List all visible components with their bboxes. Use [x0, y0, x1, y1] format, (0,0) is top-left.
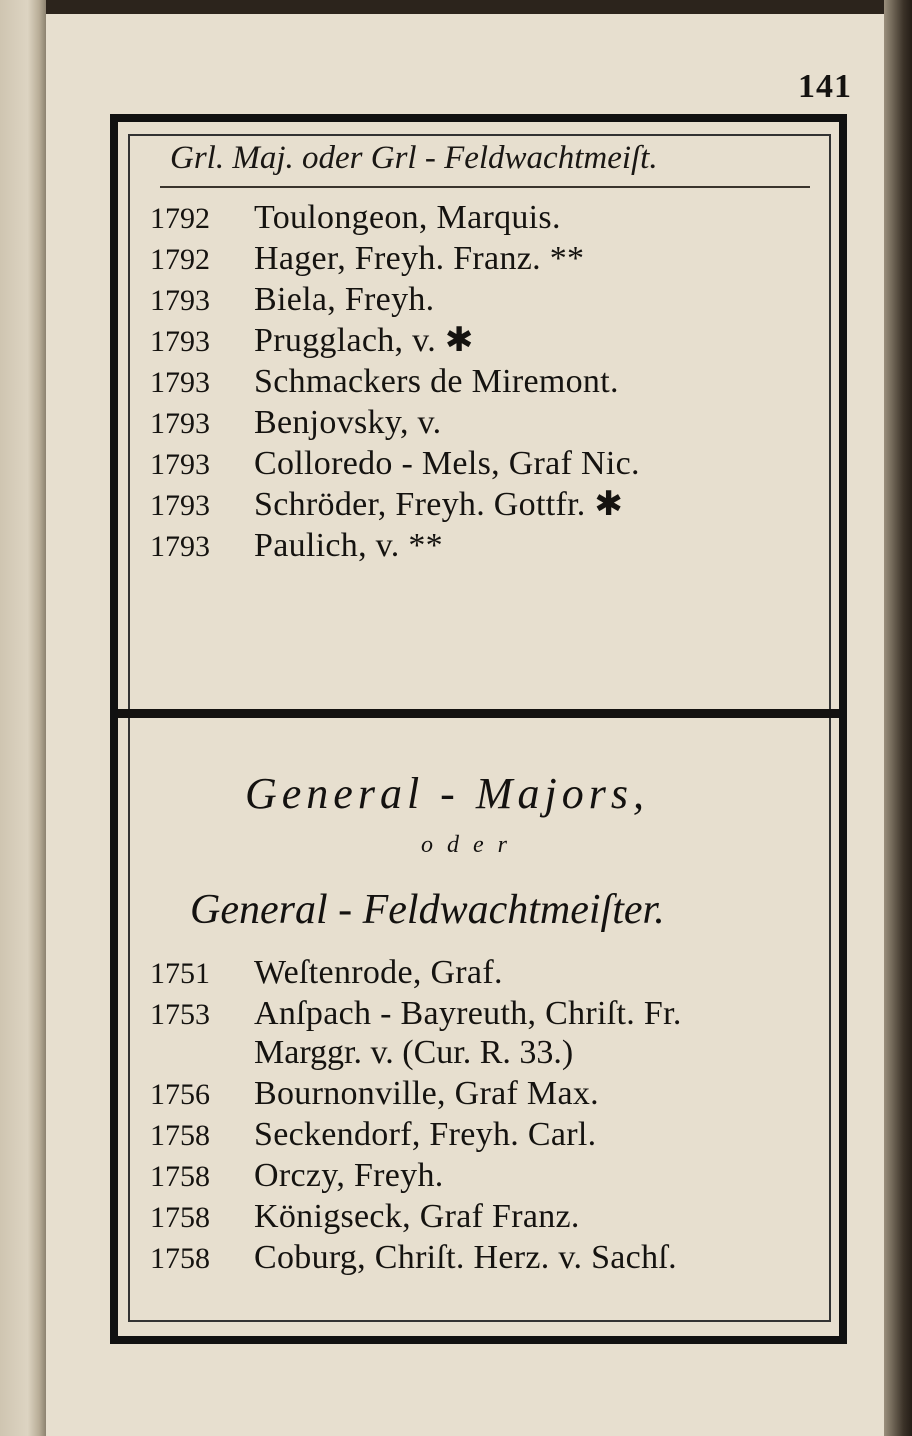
entry-name: Hager, Freyh. Franz. ** [254, 240, 585, 277]
page-spine [0, 0, 46, 1436]
page-number: 141 [798, 68, 852, 105]
entry-year: 1758 [150, 1119, 210, 1152]
title-rule [160, 186, 810, 188]
list-item [150, 1158, 444, 1195]
entry-year: 1751 [150, 957, 210, 990]
entry-year: 1793 [150, 407, 210, 440]
entry-name: Seckendorf, Freyh. Carl. [254, 1116, 597, 1153]
entry-name: Biela, Freyh. [254, 281, 435, 318]
list-item [150, 200, 561, 237]
list-item [150, 487, 623, 524]
entry-year: 1756 [150, 1078, 210, 1111]
section-divider [118, 709, 839, 718]
heading-general-majors: General - Majors, [245, 769, 649, 818]
entry-name: Bournonville, Graf Max. [254, 1075, 599, 1112]
list-item [150, 996, 682, 1033]
entry-name: Toulongeon, Marquis. [254, 199, 561, 236]
top-shadow [0, 0, 912, 14]
entry-name: Königseck, Graf Franz. [254, 1198, 580, 1235]
entry-year: 1792 [150, 243, 210, 276]
list-item [150, 1076, 599, 1113]
heading-feldwachtmeister: General - Feldwachtmeiſter. [190, 887, 665, 933]
list-item [150, 1199, 580, 1236]
heading-oder: oder [421, 832, 521, 858]
entry-name: Anſpach - Bayreuth, Chriſt. Fr. [254, 995, 682, 1032]
entry-name: Paulich, v. ** [254, 527, 443, 564]
entry-name: Orczy, Freyh. [254, 1157, 444, 1194]
entry-year: 1758 [150, 1160, 210, 1193]
entry-year: 1793 [150, 366, 210, 399]
entry-year: 1758 [150, 1242, 210, 1275]
list-item [150, 955, 503, 992]
entry-name: Benjovsky, v. [254, 404, 442, 441]
entry-year: 1793 [150, 448, 210, 481]
list-item [150, 1117, 596, 1154]
entry-year: 1753 [150, 998, 210, 1031]
entry-name: Weſtenrode, Graf. [254, 954, 503, 991]
page-edge [884, 0, 912, 1436]
entry-year: 1793 [150, 530, 210, 563]
list-item [150, 528, 443, 565]
entry-name: Prugglach, v. ✱ [254, 322, 474, 359]
list-item [150, 1240, 677, 1277]
list-item [150, 241, 584, 278]
entry-year: 1793 [150, 489, 210, 522]
entry-year: 1793 [150, 284, 210, 317]
list-item [150, 282, 434, 319]
section-title: Grl. Maj. oder Grl - Feldwachtmeiſt. [170, 140, 658, 176]
list-item [150, 364, 619, 401]
entry-name: Schmackers de Miremont. [254, 363, 619, 400]
list-item [150, 323, 474, 360]
list-item-continuation: Marggr. v. (Cur. R. 33.) [254, 1034, 574, 1071]
entry-name: Colloredo - Mels, Graf Nic. [254, 445, 640, 482]
entry-year: 1758 [150, 1201, 210, 1234]
list-item [150, 405, 441, 442]
entry-year: 1793 [150, 325, 210, 358]
entry-name: Schröder, Freyh. Gottfr. ✱ [254, 486, 624, 523]
entry-year: 1792 [150, 202, 210, 235]
list-item [150, 446, 640, 483]
entry-name: Coburg, Chriſt. Herz. v. Sachſ. [254, 1239, 677, 1276]
